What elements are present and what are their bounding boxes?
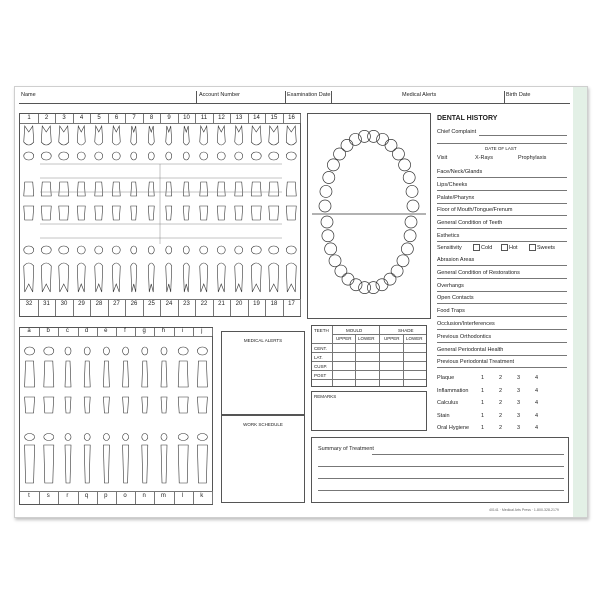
primary-lower-letter: t: [28, 493, 30, 499]
upper-occlusal-sketch: [217, 152, 225, 160]
upper-occlusal-sketch: [183, 152, 189, 160]
name-label: Name: [21, 92, 36, 98]
rating-label: Inflammation: [437, 387, 469, 394]
lower-tooth-sketch: [200, 263, 208, 292]
mould-lower: LOWER: [358, 336, 375, 341]
lower-tooth-number: 27: [113, 301, 120, 307]
primary-upper-letter: g: [142, 328, 146, 334]
lower-tooth-sketch: [286, 263, 296, 292]
lower-tooth-sketch: [77, 263, 85, 292]
lower-tooth-number: 31: [43, 301, 50, 307]
footer-text: 40141 · Medical Arts Press · 1-800-328-2179: [489, 508, 559, 512]
rating-option[interactable]: 1: [481, 425, 485, 431]
upper-arch-tooth: [403, 172, 415, 184]
work-schedule-box: [221, 415, 305, 503]
date-of-last-label: DATE OF LAST: [485, 146, 517, 151]
arch-diagram-box: [307, 113, 431, 319]
mould-col: MOULD: [346, 328, 363, 333]
primary-lower-letter: q: [84, 493, 89, 499]
color-stripe: [573, 87, 587, 517]
rating-option[interactable]: 4: [535, 375, 539, 381]
upper-occlusal-sketch: [286, 152, 296, 160]
upper-arch-tooth: [406, 185, 418, 197]
primary-lower-letter: k: [200, 493, 204, 499]
primary-upper-letter: h: [161, 328, 166, 334]
upper-tooth-number: 1: [27, 115, 31, 121]
patient-header-row: [19, 91, 570, 104]
lower-arch-tooth: [342, 273, 354, 285]
lower-arch-tooth: [376, 279, 388, 291]
upper-arch-tooth: [323, 172, 335, 184]
remarks-label: REMARKS: [314, 394, 337, 399]
lower-tooth-number: 28: [95, 301, 103, 307]
upper-occlusal-sketch: [269, 152, 279, 160]
lower-arch-tooth: [325, 243, 337, 255]
lower-tooth-number: 24: [165, 301, 173, 307]
examination-date-label: Examination Date: [287, 92, 331, 98]
adult-teeth-diagram: [20, 124, 300, 300]
upper-occlusal-sketch: [95, 152, 103, 160]
upper-arch-tooth: [399, 159, 411, 171]
rating-option[interactable]: 3: [517, 375, 521, 381]
upper-occlusal-sketch: [131, 152, 137, 160]
lower-tooth-number: 25: [148, 301, 155, 307]
rating-option[interactable]: 3: [517, 400, 521, 406]
primary-upper-letter: i: [181, 328, 184, 334]
primary-upper-letter: c: [65, 328, 69, 334]
primary-lower-letter: r: [66, 493, 69, 499]
primary-lower-letter: p: [104, 493, 108, 499]
upper-tooth-sketch: [166, 126, 172, 145]
primary-tooth-chart: [19, 327, 213, 505]
upper-tooth-number: 11: [200, 115, 208, 121]
lower-tooth-sketch: [251, 263, 261, 292]
lower-tooth-number: 21: [218, 301, 225, 307]
lower-arch-tooth: [397, 255, 409, 267]
upper-tooth-number: 2: [44, 115, 49, 121]
upper-occlusal-sketch: [166, 152, 172, 160]
upper-tooth-sketch: [251, 126, 261, 145]
history-item: Overhangs: [437, 282, 464, 289]
upper-tooth-number: 10: [183, 115, 190, 121]
rating-option[interactable]: 1: [481, 375, 485, 381]
upper-tooth-number: 3: [62, 115, 66, 121]
upper-occlusal-sketch: [200, 152, 208, 160]
cold-label: Cold: [481, 245, 493, 251]
rating-label: Calculus: [437, 400, 459, 406]
upper-tooth-sketch: [95, 126, 103, 145]
lower-tooth-number: 29: [78, 301, 85, 307]
lower-tooth-number: 26: [130, 301, 138, 307]
sweets-checkbox[interactable]: [529, 244, 536, 251]
history-item: Open Contacts: [437, 295, 474, 302]
work-schedule-heading: WORK SCHEDULE: [243, 422, 283, 427]
history-item: Previous Orthodontics: [437, 333, 492, 340]
teeth-col: TEETH: [314, 328, 329, 333]
lower-tooth-sketch: [41, 263, 51, 292]
lower-arch-tooth: [322, 230, 334, 242]
mould-upper: UPPER: [336, 336, 352, 341]
lower-arch-tooth: [367, 282, 379, 294]
rating-option[interactable]: 3: [517, 425, 521, 431]
upper-tooth-number: 7: [132, 115, 136, 121]
upper-tooth-sketch: [59, 126, 69, 145]
rating-option[interactable]: 2: [499, 387, 503, 394]
lower-tooth-number: 20: [235, 301, 243, 307]
primary-lower-letter: m: [160, 493, 166, 499]
upper-arch-tooth: [407, 200, 419, 212]
medical-alerts-label: Medical Alerts: [402, 92, 437, 98]
lower-tooth-number: 22: [200, 301, 208, 307]
rating-option[interactable]: 1: [481, 412, 485, 419]
upper-tooth-sketch: [200, 126, 208, 145]
upper-arch-tooth: [334, 148, 346, 160]
shade-lower: LOWER: [406, 336, 423, 341]
lower-arch-tooth: [350, 279, 362, 291]
dental-history-title: DENTAL HISTORY: [437, 115, 498, 122]
upper-tooth-number: 9: [167, 115, 171, 121]
primary-lower-letter: s: [46, 493, 50, 499]
history-item: General Periodontal Health: [437, 346, 504, 353]
upper-occlusal-sketch: [148, 152, 154, 160]
upper-tooth-sketch: [183, 126, 189, 145]
row-cusp: CUSP.: [314, 364, 328, 369]
upper-tooth-number: 5: [97, 115, 101, 121]
upper-arch-tooth: [327, 159, 339, 171]
upper-arch-tooth: [392, 148, 404, 160]
upper-tooth-sketch: [235, 126, 243, 145]
rating-option[interactable]: 3: [517, 387, 521, 394]
lower-tooth-number: 17: [288, 301, 295, 307]
birth-date-label: Birth Date: [506, 92, 531, 98]
upper-tooth-sketch: [112, 126, 120, 145]
rating-option[interactable]: 2: [499, 425, 503, 431]
lower-tooth-number: 32: [25, 301, 33, 307]
history-item: General Condition of Teeth: [437, 220, 503, 227]
shade-col: SHADE: [398, 328, 414, 333]
summary-of-treatment: [311, 437, 569, 503]
rating-option[interactable]: 1: [481, 400, 485, 406]
dental-history-panel: [433, 113, 569, 437]
upper-tooth-sketch: [131, 126, 137, 145]
upper-tooth-number: 12: [218, 115, 225, 121]
lower-tooth-sketch: [95, 263, 103, 292]
summary-label: Summary of Treatment: [318, 446, 374, 452]
account-number-label: Account Number: [199, 92, 240, 98]
primary-upper-letter: b: [46, 328, 50, 334]
rating-option[interactable]: 2: [499, 375, 503, 381]
upper-occlusal-sketch: [112, 152, 120, 160]
sensitivity-label: Sensitivity: [437, 245, 462, 251]
primary-upper-letter: d: [84, 328, 89, 334]
upper-tooth-number: 16: [288, 115, 295, 121]
rating-option[interactable]: 2: [499, 400, 503, 406]
chief-complaint-label: Chief Complaint: [437, 129, 477, 135]
dental-chart-form: [14, 86, 588, 518]
shade-table: [311, 325, 427, 387]
upper-occlusal-sketch: [24, 152, 34, 160]
primary-lower-letter: o: [123, 493, 127, 499]
upper-tooth-number: 4: [79, 115, 84, 121]
history-item: Occlusion/Interferences: [437, 321, 495, 327]
lower-tooth-sketch: [166, 263, 172, 292]
upper-tooth-number: 14: [253, 115, 260, 121]
visit-label: Visit: [437, 155, 448, 161]
primary-lower-letter: l: [181, 493, 184, 499]
medical-alerts-box: [221, 331, 305, 415]
hot-checkbox[interactable]: [501, 244, 508, 251]
dental-arch-diagram: [308, 114, 430, 318]
history-item: Lips/Cheeks: [437, 181, 468, 188]
lower-tooth-sketch: [183, 263, 189, 292]
prophylaxis-label: Prophylaxis: [518, 155, 547, 161]
upper-tooth-sketch: [148, 126, 154, 145]
rating-option[interactable]: 2: [499, 412, 503, 419]
upper-tooth-sketch: [286, 126, 296, 145]
primary-upper-letter: e: [104, 328, 108, 334]
upper-tooth-number: 6: [114, 115, 119, 121]
lower-tooth-sketch: [235, 263, 243, 292]
primary-upper-letter: f: [124, 328, 126, 334]
upper-occlusal-sketch: [41, 152, 51, 160]
history-item: Food Traps: [437, 308, 465, 315]
row-lat: LAT.: [314, 355, 323, 360]
upper-tooth-sketch: [269, 126, 279, 145]
rating-option[interactable]: 4: [535, 387, 539, 394]
history-item: Previous Periodontal Treatment: [437, 359, 515, 366]
rating-option[interactable]: 4: [535, 412, 539, 419]
lower-tooth-sketch: [24, 263, 34, 292]
history-item: General Condition of Restorations: [437, 269, 520, 276]
history-item: Esthetics: [437, 233, 460, 239]
rating-label: Oral Hygiene: [437, 425, 470, 431]
history-item: Face/Neck/Glands: [437, 169, 483, 175]
upper-tooth-sketch: [41, 126, 51, 145]
upper-tooth-sketch: [24, 126, 34, 145]
upper-occlusal-sketch: [251, 152, 261, 160]
lower-tooth-sketch: [148, 263, 154, 292]
lower-tooth-sketch: [112, 263, 120, 292]
lower-tooth-number: 30: [60, 301, 68, 307]
upper-occlusal-sketch: [77, 152, 85, 160]
history-item: Floor of Mouth/Tongue/Frenum: [437, 207, 513, 214]
upper-arch-tooth: [319, 200, 331, 212]
upper-occlusal-sketch: [59, 152, 69, 160]
lower-tooth-number: 23: [183, 301, 190, 307]
lower-tooth-number: 18: [270, 301, 278, 307]
lower-arch-tooth: [405, 216, 417, 228]
upper-arch-tooth: [385, 139, 397, 151]
lower-arch-tooth: [335, 265, 347, 277]
medical-alerts-heading: MEDICAL ALERTS: [243, 338, 283, 343]
hot-label: Hot: [509, 245, 518, 251]
primary-lower-letter: n: [142, 493, 146, 499]
lower-tooth-sketch: [217, 263, 225, 292]
rating-option[interactable]: 4: [535, 400, 539, 406]
upper-tooth-number: 15: [270, 115, 278, 121]
lower-arch-tooth: [401, 243, 413, 255]
lower-arch-tooth: [321, 216, 333, 228]
rating-option[interactable]: 4: [535, 425, 539, 431]
upper-tooth-sketch: [217, 126, 225, 145]
upper-tooth-number: 13: [235, 115, 243, 121]
lower-tooth-number: 19: [253, 301, 260, 307]
rating-option[interactable]: 1: [481, 387, 485, 394]
cold-checkbox[interactable]: [473, 244, 480, 251]
upper-tooth-sketch: [77, 126, 85, 145]
remarks-box: [311, 391, 427, 431]
lower-arch-tooth: [384, 273, 396, 285]
lower-arch-tooth: [404, 230, 416, 242]
upper-tooth-number: 8: [149, 115, 154, 121]
primary-upper-letter: j: [201, 328, 203, 334]
row-cent: CENT.: [314, 346, 328, 351]
rating-label: Stain: [437, 412, 450, 419]
lower-tooth-sketch: [269, 263, 279, 292]
row-post: POST: [314, 373, 327, 378]
adult-tooth-chart: [19, 113, 301, 317]
lower-tooth-sketch: [59, 263, 69, 292]
upper-arch-tooth: [320, 185, 332, 197]
sweets-label: Sweets: [537, 245, 556, 251]
history-item: Abrasion Areas: [437, 257, 475, 263]
primary-upper-letter: a: [27, 328, 31, 334]
xrays-label: X-Rays: [475, 155, 494, 161]
lower-tooth-sketch: [131, 263, 137, 292]
history-item: Palate/Pharynx: [437, 194, 475, 201]
upper-occlusal-sketch: [235, 152, 243, 160]
rating-option[interactable]: 3: [517, 412, 521, 419]
shade-upper: UPPER: [384, 336, 400, 341]
primary-teeth-diagram: [20, 337, 212, 489]
upper-arch-tooth: [341, 139, 353, 151]
rating-label: Plaque: [437, 375, 455, 381]
